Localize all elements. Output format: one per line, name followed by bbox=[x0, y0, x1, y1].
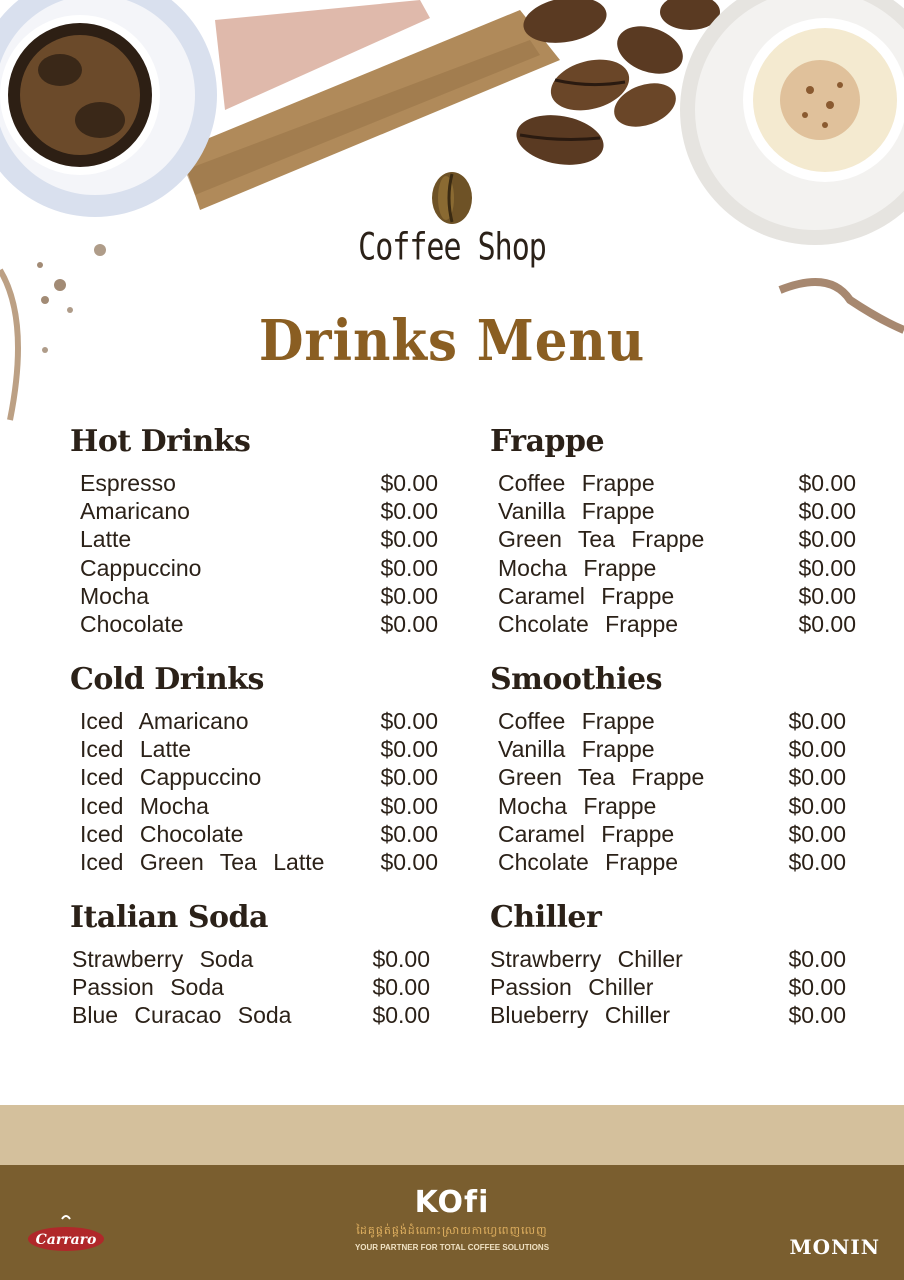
list-item bbox=[498, 469, 856, 497]
list-item bbox=[498, 497, 856, 525]
item-price: $0.00 bbox=[380, 849, 438, 876]
list-item bbox=[490, 973, 846, 1001]
list-item bbox=[498, 707, 846, 735]
item-name: Chcolate Frappe bbox=[498, 849, 679, 876]
item-price: $0.00 bbox=[788, 1002, 846, 1029]
item-name: Strawberry Chiller bbox=[490, 946, 683, 972]
list-item bbox=[498, 554, 856, 582]
item-price: $0.00 bbox=[788, 820, 846, 847]
section-title: Cold Drinks bbox=[70, 662, 264, 697]
carraro-logo bbox=[26, 1213, 106, 1253]
item-name: Iced Latte bbox=[80, 736, 192, 763]
item-price: $0.00 bbox=[380, 764, 438, 791]
kofi-tagline: YOUR PARTNER FOR TOTAL COFFEE SOLUTIONS bbox=[354, 1243, 550, 1252]
item-price: $0.00 bbox=[380, 708, 438, 734]
list-item bbox=[498, 582, 856, 610]
section-title: Smoothies bbox=[490, 662, 662, 697]
item-price: $0.00 bbox=[788, 849, 846, 876]
item-name: Iced Mocha bbox=[80, 792, 209, 819]
menu-title: Drinks Menu bbox=[258, 308, 646, 374]
item-name: Mocha Frappe bbox=[498, 792, 657, 819]
list-item bbox=[80, 848, 438, 876]
section-title: Hot Drinks bbox=[70, 424, 251, 459]
item-name: Mocha bbox=[80, 582, 150, 609]
list-item bbox=[498, 763, 846, 791]
item-price: $0.00 bbox=[788, 708, 846, 734]
section-title: Frappe bbox=[490, 424, 605, 459]
section-title: Chiller bbox=[490, 900, 602, 935]
item-price: $0.00 bbox=[380, 554, 438, 581]
list-item bbox=[72, 945, 430, 973]
item-price: $0.00 bbox=[372, 1002, 430, 1029]
carraro-logo-text: Carraro bbox=[35, 1232, 97, 1248]
item-name: Latte bbox=[80, 526, 132, 553]
item-name: Iced Amaricano bbox=[80, 708, 249, 734]
section-frappe bbox=[490, 424, 856, 638]
item-name: Iced Chocolate bbox=[80, 820, 244, 847]
item-name: Iced Green Tea Latte bbox=[80, 849, 325, 876]
item-name: Espresso bbox=[80, 470, 176, 496]
item-name: Chcolate Frappe bbox=[498, 611, 679, 638]
item-name: Vanilla Frappe bbox=[498, 736, 655, 763]
item-price: $0.00 bbox=[380, 611, 438, 638]
list-item bbox=[80, 469, 438, 497]
list-item bbox=[80, 525, 438, 553]
list-item bbox=[80, 763, 438, 791]
kofi-logo bbox=[340, 1185, 564, 1252]
item-name: Caramel Frappe bbox=[498, 582, 675, 609]
list-item bbox=[80, 707, 438, 735]
item-price: $0.00 bbox=[798, 498, 856, 525]
kofi-khmer-tagline: ដៃគូផ្គត់ផ្គង់ដំណោះស្រាយកាហ្វេពេញលេញ bbox=[356, 1225, 548, 1237]
shop-brand bbox=[0, 170, 904, 270]
list-item bbox=[72, 1001, 430, 1029]
item-price: $0.00 bbox=[380, 470, 438, 496]
item-name: Blueberry Chiller bbox=[490, 1002, 671, 1029]
item-name: Caramel Frappe bbox=[498, 820, 675, 847]
list-item bbox=[80, 497, 438, 525]
coffee-bean-icon bbox=[428, 170, 476, 226]
section-cold-drinks bbox=[70, 662, 438, 876]
section-italian-soda bbox=[70, 900, 430, 1030]
item-name: Coffee Frappe bbox=[498, 470, 655, 496]
item-price: $0.00 bbox=[788, 974, 846, 1001]
section-smoothies bbox=[490, 662, 846, 876]
item-name: Passion Chiller bbox=[490, 974, 654, 1001]
item-price: $0.00 bbox=[372, 974, 430, 1001]
list-item bbox=[498, 820, 846, 848]
item-name: Green Tea Frappe bbox=[498, 764, 705, 791]
item-name: Passion Soda bbox=[72, 974, 224, 1001]
list-item bbox=[80, 820, 438, 848]
monin-logo: MONIN bbox=[789, 1235, 880, 1259]
item-price: $0.00 bbox=[798, 526, 856, 553]
item-price: $0.00 bbox=[380, 498, 438, 525]
list-item bbox=[490, 945, 846, 973]
item-name: Strawberry Soda bbox=[72, 946, 254, 972]
list-item bbox=[80, 554, 438, 582]
item-price: $0.00 bbox=[798, 582, 856, 609]
item-price: $0.00 bbox=[788, 792, 846, 819]
item-name: Mocha Frappe bbox=[498, 554, 657, 581]
item-price: $0.00 bbox=[798, 554, 856, 581]
section-hot-drinks bbox=[70, 424, 438, 638]
item-price: $0.00 bbox=[788, 946, 846, 972]
list-item bbox=[498, 610, 856, 638]
item-price: $0.00 bbox=[798, 611, 856, 638]
item-name: Cappuccino bbox=[80, 554, 202, 581]
list-item bbox=[498, 525, 856, 553]
item-name: Blue Curacao Soda bbox=[72, 1002, 292, 1029]
item-price: $0.00 bbox=[380, 582, 438, 609]
item-price: $0.00 bbox=[380, 820, 438, 847]
item-price: $0.00 bbox=[380, 792, 438, 819]
section-title: Italian Soda bbox=[70, 900, 268, 935]
footer bbox=[0, 1165, 904, 1280]
list-item bbox=[80, 735, 438, 763]
list-item bbox=[80, 610, 438, 638]
item-price: $0.00 bbox=[372, 946, 430, 972]
shop-name: Coffee Shop bbox=[358, 225, 546, 270]
item-name: Iced Cappuccino bbox=[80, 764, 262, 791]
footer-band bbox=[0, 1105, 904, 1165]
item-name: Green Tea Frappe bbox=[498, 526, 705, 553]
list-item bbox=[80, 582, 438, 610]
item-price: $0.00 bbox=[380, 736, 438, 763]
list-item bbox=[72, 973, 430, 1001]
item-name: Amaricano bbox=[80, 498, 190, 525]
list-item bbox=[498, 848, 846, 876]
item-price: $0.00 bbox=[380, 526, 438, 553]
item-name: Vanilla Frappe bbox=[498, 498, 655, 525]
item-price: $0.00 bbox=[798, 470, 856, 496]
list-item bbox=[490, 1001, 846, 1029]
item-price: $0.00 bbox=[788, 736, 846, 763]
kofi-logo-text: KOfi bbox=[414, 1185, 490, 1220]
section-chiller bbox=[490, 900, 846, 1030]
list-item bbox=[498, 792, 846, 820]
list-item bbox=[498, 735, 846, 763]
item-name: Chocolate bbox=[80, 611, 184, 638]
list-item bbox=[80, 792, 438, 820]
item-name: Coffee Frappe bbox=[498, 708, 655, 734]
item-price: $0.00 bbox=[788, 764, 846, 791]
